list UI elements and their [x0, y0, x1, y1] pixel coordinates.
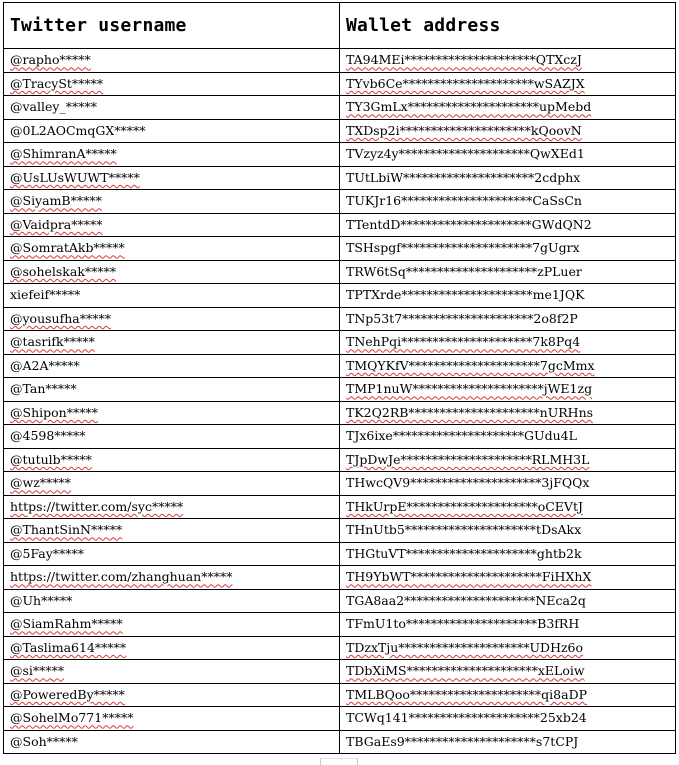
wallet-address: TTentdD*********************GWdQN2	[346, 216, 592, 232]
table-row	[4, 213, 676, 237]
wallet-address-cell	[340, 166, 676, 190]
twitter-username: @0L2AOCmqGX*****	[10, 122, 146, 138]
table-row	[4, 519, 676, 543]
table-row	[4, 589, 676, 613]
twitter-username: @tasrifk*****	[10, 334, 95, 350]
table-row	[4, 96, 676, 120]
wallet-address-cell	[340, 495, 676, 519]
wallet-address-cell	[340, 237, 676, 261]
twitter-username: @Uh*****	[10, 592, 73, 608]
wallet-address: THnUtb5*********************tDsAkx	[346, 522, 582, 538]
twitter-username: @5Fay*****	[10, 545, 85, 561]
table-row	[4, 378, 676, 402]
wallet-address: TGA8aa2*********************NEca2q	[346, 592, 586, 608]
table-row	[4, 542, 676, 566]
twitter-username-cell	[4, 683, 340, 707]
twitter-username-cell	[4, 166, 340, 190]
wallet-address-cell	[340, 448, 676, 472]
twitter-username: @Shipon*****	[10, 404, 98, 420]
twitter-username: @si*****	[10, 663, 65, 679]
wallet-address: TK2Q2RB*********************nURHns	[346, 404, 594, 420]
twitter-username: https://twitter.com/zhanghuan*****	[10, 569, 233, 585]
column-header-twitter-username: Twitter username	[4, 3, 340, 49]
twitter-username-cell	[4, 119, 340, 143]
wallet-address: THwcQV9*********************3jFQQx	[346, 475, 590, 491]
wallet-address: TYvb6Ce*********************wSAZJX	[346, 75, 585, 91]
wallet-address-cell	[340, 636, 676, 660]
wallet-address: TVzyz4y*********************QwXEd1	[346, 146, 585, 162]
table-row	[4, 495, 676, 519]
table-row	[4, 730, 676, 754]
wallet-address: TPTXrde*********************me1JQK	[346, 287, 585, 303]
twitter-username: @SomratAkb*****	[10, 240, 125, 256]
wallet-address: TCWq141*********************25xb24	[346, 710, 587, 726]
wallet-address: TY3GmLx*********************upMebd	[346, 99, 592, 115]
table-row	[4, 284, 676, 308]
twitter-username-cell	[4, 190, 340, 214]
twitter-username: @PoweredBy*****	[10, 686, 125, 702]
wallet-address-cell	[340, 307, 676, 331]
twitter-username-cell	[4, 519, 340, 543]
twitter-username: @SiamRahm*****	[10, 616, 123, 632]
wallet-address-cell	[340, 119, 676, 143]
twitter-username-cell	[4, 425, 340, 449]
twitter-username-cell	[4, 730, 340, 754]
wallet-address-cell	[340, 331, 676, 355]
twitter-username: https://twitter.com/syc*****	[10, 498, 184, 514]
table-row	[4, 660, 676, 684]
table-row	[4, 237, 676, 261]
twitter-username-cell	[4, 96, 340, 120]
wallet-address: TJx6ixe*********************GUdu4L	[346, 428, 577, 444]
column-header-wallet-address: Wallet address	[340, 3, 676, 49]
twitter-username: @Taslima614*****	[10, 639, 127, 655]
twitter-username: @wz*****	[10, 475, 72, 491]
twitter-username: @ThantSinN*****	[10, 522, 123, 538]
twitter-username: @valley_*****	[10, 99, 97, 115]
wallet-address-cell	[340, 542, 676, 566]
twitter-username-cell	[4, 213, 340, 237]
twitter-username: @A2A*****	[10, 357, 80, 373]
wallet-address: TXDsp2i*********************kQoovN	[346, 122, 582, 138]
wallet-address-cell	[340, 566, 676, 590]
wallet-address: TNehPqi*********************7k8Pq4	[346, 334, 581, 350]
twitter-username: @ShimranA*****	[10, 146, 117, 162]
wallet-address: TMLBQoo*********************qi8aDP	[346, 686, 588, 702]
twitter-username: @Vaidpra*****	[10, 216, 103, 232]
twitter-username-cell	[4, 472, 340, 496]
table-row	[4, 683, 676, 707]
twitter-username-cell	[4, 307, 340, 331]
table-row	[4, 331, 676, 355]
twitter-username: xiefeif*****	[10, 287, 81, 303]
table-row	[4, 401, 676, 425]
wallet-address: TSHspgf*********************7gUgrx	[346, 240, 580, 256]
wallet-address-cell	[340, 354, 676, 378]
twitter-username-cell	[4, 284, 340, 308]
table-row	[4, 166, 676, 190]
table-row	[4, 143, 676, 167]
twitter-username: @SiyamB*****	[10, 193, 102, 209]
table-row	[4, 707, 676, 731]
table-row	[4, 636, 676, 660]
wallet-address: TMP1nuW*********************jWE1zg	[346, 381, 593, 397]
table-row	[4, 190, 676, 214]
wallet-address: TFmU1to*********************B3fRH	[346, 616, 580, 632]
twitter-username-cell	[4, 72, 340, 96]
twitter-username-cell	[4, 613, 340, 637]
wallet-address-cell	[340, 260, 676, 284]
wallet-address-cell	[340, 519, 676, 543]
wallet-address: TUKJr16*********************CaSsCn	[346, 193, 582, 209]
twitter-username-cell	[4, 49, 340, 73]
twitter-username-cell	[4, 707, 340, 731]
wallet-address-cell	[340, 730, 676, 754]
twitter-username-cell	[4, 542, 340, 566]
wallet-address-cell	[340, 707, 676, 731]
wallet-address: TNp53t7*********************2o8f2P	[346, 310, 578, 326]
wallet-address-cell	[340, 613, 676, 637]
twitter-username-cell	[4, 401, 340, 425]
wallet-address: TA94MEi*********************QTXczJ	[346, 52, 582, 68]
wallet-address-cell	[340, 401, 676, 425]
wallet-address-cell	[340, 472, 676, 496]
twitter-username-cell	[4, 354, 340, 378]
table-row	[4, 425, 676, 449]
wallet-address: THGtuVT*********************ghtb2k	[346, 545, 582, 561]
twitter-username-cell	[4, 237, 340, 261]
twitter-username-cell	[4, 143, 340, 167]
twitter-username: @TracySt*****	[10, 75, 104, 91]
table-header-row	[4, 3, 676, 49]
wallet-address: THkUrpE*********************oCEVtJ	[346, 498, 583, 514]
twitter-username: @SohelMo771*****	[10, 710, 134, 726]
wallet-address: TUtLbiW*********************2cdphx	[346, 169, 581, 185]
twitter-username: @rapho*****	[10, 52, 91, 68]
wallet-address-cell	[340, 213, 676, 237]
wallet-address-cell	[340, 589, 676, 613]
wallet-address-cell	[340, 284, 676, 308]
twitter-username: @yousufha*****	[10, 310, 111, 326]
twitter-username-cell	[4, 566, 340, 590]
table-row	[4, 72, 676, 96]
twitter-username: @4598*****	[10, 428, 86, 444]
wallet-address-cell	[340, 425, 676, 449]
table-row	[4, 613, 676, 637]
twitter-username: @UsLUsWUWT*****	[10, 169, 140, 185]
twitter-username-cell	[4, 448, 340, 472]
wallet-table	[3, 2, 676, 754]
table-row	[4, 119, 676, 143]
twitter-username-cell	[4, 378, 340, 402]
twitter-username-cell	[4, 636, 340, 660]
wallet-address: TMQYKfV*********************7gcMmx	[346, 357, 595, 373]
table-row	[4, 307, 676, 331]
wallet-address-cell	[340, 660, 676, 684]
wallet-address-cell	[340, 683, 676, 707]
twitter-username-cell	[4, 331, 340, 355]
wallet-address: TBGaEs9*********************s7tCPJ	[346, 733, 579, 749]
wallet-address: TH9YbWT*********************FiHXhX	[346, 569, 592, 585]
twitter-username: @sohelskak*****	[10, 263, 117, 279]
wallet-address: TDbXiMS*********************xELoiw	[346, 663, 585, 679]
wallet-address-cell	[340, 96, 676, 120]
wallet-address-cell	[340, 190, 676, 214]
table-row	[4, 354, 676, 378]
wallet-address: TDzxTju*********************UDHz6o	[346, 639, 584, 655]
table-row	[4, 566, 676, 590]
wallet-address: TJpDwJe*********************RLMH3L	[346, 451, 590, 467]
twitter-username-cell	[4, 495, 340, 519]
table-row	[4, 448, 676, 472]
twitter-username-cell	[4, 589, 340, 613]
twitter-username: @tutulb*****	[10, 451, 92, 467]
wallet-address-cell	[340, 378, 676, 402]
table-body	[4, 49, 676, 754]
table-row	[4, 472, 676, 496]
table-row	[4, 49, 676, 73]
twitter-username-cell	[4, 260, 340, 284]
wallet-address-cell	[340, 143, 676, 167]
twitter-username: @Soh*****	[10, 733, 78, 749]
wallet-address-cell	[340, 49, 676, 73]
wallet-address: TRW6tSq*********************zPLuer	[346, 263, 582, 279]
wallet-address-cell	[340, 72, 676, 96]
table-row	[4, 260, 676, 284]
twitter-username-cell	[4, 660, 340, 684]
wallet-table-container	[3, 2, 675, 754]
twitter-username: @Tan*****	[10, 381, 77, 397]
